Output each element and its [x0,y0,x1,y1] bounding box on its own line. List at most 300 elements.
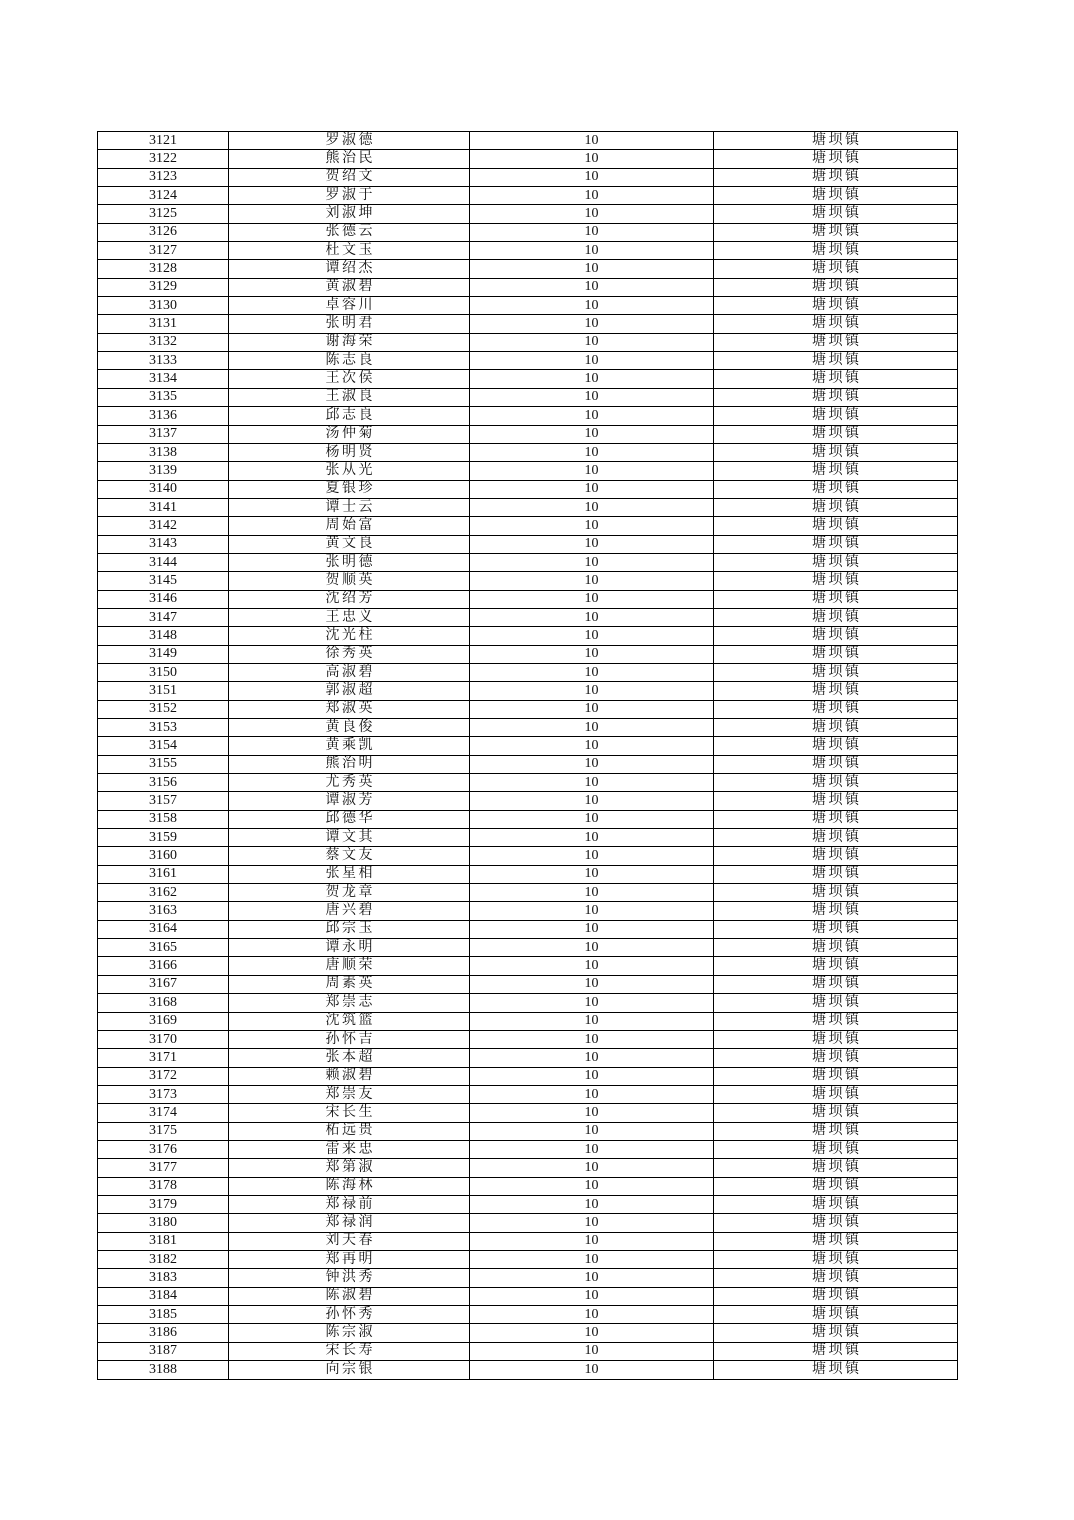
table-row [98,627,958,645]
cell-score: 10 [470,480,714,498]
cell-score: 10 [470,1104,714,1122]
cell-name: 黄乘凯 [229,737,470,755]
table-row [98,168,958,186]
table-row [98,1030,958,1048]
cell-id: 3142 [98,517,229,535]
cell-name: 周始富 [229,517,470,535]
cell-score: 10 [470,260,714,278]
cell-town: 塘坝镇 [714,1232,958,1250]
cell-id: 3124 [98,187,229,205]
table-row [98,902,958,920]
cell-name: 刘淑坤 [229,205,470,223]
table-row [98,810,958,828]
cell-score: 10 [470,1085,714,1103]
cell-score: 10 [470,884,714,902]
table-row [98,517,958,535]
cell-name: 黄淑碧 [229,278,470,296]
cell-score: 10 [470,719,714,737]
cell-town: 塘坝镇 [714,168,958,186]
table-row [98,132,958,150]
cell-id: 3121 [98,132,229,150]
table-row [98,920,958,938]
cell-score: 10 [470,315,714,333]
table-row [98,1012,958,1030]
cell-name: 谭士云 [229,498,470,516]
roster-table-body [98,132,958,1380]
table-row [98,1195,958,1213]
cell-name: 熊治民 [229,150,470,168]
cell-town: 塘坝镇 [714,407,958,425]
cell-name: 郑禄润 [229,1214,470,1232]
cell-score: 10 [470,1159,714,1177]
table-row [98,645,958,663]
cell-name: 邱志良 [229,407,470,425]
cell-name: 郑再明 [229,1250,470,1268]
cell-town: 塘坝镇 [714,242,958,260]
cell-score: 10 [470,1067,714,1085]
cell-name: 蔡文友 [229,847,470,865]
cell-town: 塘坝镇 [714,462,958,480]
table-row [98,242,958,260]
table-row [98,1306,958,1324]
cell-name: 黄良俊 [229,719,470,737]
cell-id: 3146 [98,590,229,608]
cell-id: 3155 [98,755,229,773]
table-row [98,278,958,296]
cell-score: 10 [470,388,714,406]
cell-id: 3180 [98,1214,229,1232]
cell-score: 10 [470,1214,714,1232]
cell-name: 郑崇友 [229,1085,470,1103]
cell-id: 3135 [98,388,229,406]
cell-town: 塘坝镇 [714,1030,958,1048]
cell-town: 塘坝镇 [714,443,958,461]
cell-id: 3132 [98,333,229,351]
cell-name: 陈海林 [229,1177,470,1195]
cell-id: 3137 [98,425,229,443]
cell-name: 陈志良 [229,352,470,370]
cell-id: 3158 [98,810,229,828]
cell-name: 王次侯 [229,370,470,388]
cell-town: 塘坝镇 [714,1159,958,1177]
cell-name: 熊治明 [229,755,470,773]
cell-id: 3144 [98,553,229,571]
cell-town: 塘坝镇 [714,1342,958,1360]
cell-score: 10 [470,425,714,443]
cell-id: 3178 [98,1177,229,1195]
table-row [98,425,958,443]
cell-id: 3148 [98,627,229,645]
cell-name: 谭淑芳 [229,792,470,810]
cell-score: 10 [470,535,714,553]
table-row [98,333,958,351]
cell-town: 塘坝镇 [714,719,958,737]
cell-id: 3138 [98,443,229,461]
cell-score: 10 [470,553,714,571]
cell-name: 卓容川 [229,297,470,315]
cell-name: 罗淑于 [229,187,470,205]
table-row [98,223,958,241]
table-row [98,1250,958,1268]
cell-town: 塘坝镇 [714,645,958,663]
cell-id: 3174 [98,1104,229,1122]
cell-id: 3185 [98,1306,229,1324]
cell-id: 3172 [98,1067,229,1085]
table-row [98,608,958,626]
cell-id: 3171 [98,1049,229,1067]
table-row [98,1287,958,1305]
cell-id: 3175 [98,1122,229,1140]
cell-name: 张德云 [229,223,470,241]
table-row [98,352,958,370]
cell-town: 塘坝镇 [714,774,958,792]
cell-name: 杨明贤 [229,443,470,461]
table-row [98,1067,958,1085]
cell-town: 塘坝镇 [714,205,958,223]
cell-score: 10 [470,682,714,700]
cell-id: 3162 [98,884,229,902]
cell-id: 3130 [98,297,229,315]
cell-score: 10 [470,223,714,241]
cell-town: 塘坝镇 [714,1049,958,1067]
cell-town: 塘坝镇 [714,994,958,1012]
cell-id: 3129 [98,278,229,296]
cell-name: 谭绍杰 [229,260,470,278]
cell-score: 10 [470,370,714,388]
cell-name: 谭永明 [229,939,470,957]
cell-score: 10 [470,1122,714,1140]
cell-score: 10 [470,957,714,975]
cell-name: 孙怀秀 [229,1306,470,1324]
cell-town: 塘坝镇 [714,517,958,535]
table-row [98,590,958,608]
cell-town: 塘坝镇 [714,700,958,718]
cell-id: 3183 [98,1269,229,1287]
cell-id: 3150 [98,663,229,681]
cell-id: 3136 [98,407,229,425]
cell-town: 塘坝镇 [714,755,958,773]
cell-score: 10 [470,847,714,865]
cell-id: 3134 [98,370,229,388]
cell-id: 3161 [98,865,229,883]
cell-name: 陈宗淑 [229,1324,470,1342]
cell-id: 3149 [98,645,229,663]
cell-town: 塘坝镇 [714,939,958,957]
table-row [98,297,958,315]
table-row [98,1214,958,1232]
table-row [98,682,958,700]
cell-score: 10 [470,608,714,626]
cell-score: 10 [470,242,714,260]
cell-id: 3159 [98,829,229,847]
cell-town: 塘坝镇 [714,829,958,847]
cell-town: 塘坝镇 [714,590,958,608]
table-row [98,1269,958,1287]
cell-name: 孙怀吉 [229,1030,470,1048]
cell-name: 郑淑英 [229,700,470,718]
cell-name: 张星相 [229,865,470,883]
cell-name: 唐兴碧 [229,902,470,920]
cell-name: 汤仲菊 [229,425,470,443]
cell-score: 10 [470,297,714,315]
cell-name: 邱宗玉 [229,920,470,938]
cell-town: 塘坝镇 [714,1012,958,1030]
table-row [98,260,958,278]
cell-score: 10 [470,645,714,663]
cell-name: 杜文玉 [229,242,470,260]
cell-town: 塘坝镇 [714,1140,958,1158]
cell-score: 10 [470,132,714,150]
cell-town: 塘坝镇 [714,352,958,370]
cell-town: 塘坝镇 [714,737,958,755]
cell-name: 宋长生 [229,1104,470,1122]
cell-name: 王忠义 [229,608,470,626]
cell-town: 塘坝镇 [714,792,958,810]
roster-table [97,131,958,1380]
cell-score: 10 [470,1195,714,1213]
cell-town: 塘坝镇 [714,223,958,241]
cell-town: 塘坝镇 [714,1195,958,1213]
table-row [98,1324,958,1342]
cell-score: 10 [470,939,714,957]
cell-id: 3176 [98,1140,229,1158]
cell-town: 塘坝镇 [714,1306,958,1324]
table-row [98,719,958,737]
cell-score: 10 [470,865,714,883]
table-row [98,1342,958,1360]
cell-score: 10 [470,829,714,847]
cell-id: 3127 [98,242,229,260]
table-row [98,957,958,975]
cell-id: 3170 [98,1030,229,1048]
cell-town: 塘坝镇 [714,682,958,700]
cell-name: 贺龙章 [229,884,470,902]
cell-town: 塘坝镇 [714,1287,958,1305]
cell-score: 10 [470,975,714,993]
cell-score: 10 [470,517,714,535]
cell-id: 3133 [98,352,229,370]
cell-town: 塘坝镇 [714,425,958,443]
table-row [98,1049,958,1067]
cell-town: 塘坝镇 [714,663,958,681]
table-row [98,535,958,553]
cell-town: 塘坝镇 [714,572,958,590]
cell-town: 塘坝镇 [714,810,958,828]
table-row [98,498,958,516]
cell-town: 塘坝镇 [714,278,958,296]
cell-id: 3181 [98,1232,229,1250]
cell-name: 贺绍文 [229,168,470,186]
cell-name: 张从光 [229,462,470,480]
cell-id: 3143 [98,535,229,553]
cell-score: 10 [470,1324,714,1342]
cell-name: 宋长寿 [229,1342,470,1360]
cell-name: 黄文良 [229,535,470,553]
cell-name: 郭淑超 [229,682,470,700]
cell-score: 10 [470,1269,714,1287]
cell-score: 10 [470,187,714,205]
cell-id: 3163 [98,902,229,920]
table-row [98,792,958,810]
cell-name: 谭文其 [229,829,470,847]
cell-id: 3188 [98,1361,229,1380]
cell-id: 3154 [98,737,229,755]
cell-score: 10 [470,920,714,938]
cell-name: 雷来忠 [229,1140,470,1158]
cell-score: 10 [470,352,714,370]
cell-town: 塘坝镇 [714,1122,958,1140]
cell-id: 3160 [98,847,229,865]
cell-town: 塘坝镇 [714,260,958,278]
cell-score: 10 [470,1012,714,1030]
cell-name: 张本超 [229,1049,470,1067]
cell-score: 10 [470,1030,714,1048]
cell-score: 10 [470,1177,714,1195]
cell-score: 10 [470,498,714,516]
cell-town: 塘坝镇 [714,535,958,553]
cell-name: 陈淑碧 [229,1287,470,1305]
cell-id: 3179 [98,1195,229,1213]
cell-name: 周素英 [229,975,470,993]
cell-name: 柘远贵 [229,1122,470,1140]
cell-town: 塘坝镇 [714,847,958,865]
cell-id: 3147 [98,608,229,626]
cell-id: 3177 [98,1159,229,1177]
cell-name: 刘天春 [229,1232,470,1250]
cell-town: 塘坝镇 [714,902,958,920]
cell-id: 3151 [98,682,229,700]
cell-id: 3145 [98,572,229,590]
table-row [98,553,958,571]
cell-id: 3128 [98,260,229,278]
cell-score: 10 [470,663,714,681]
table-row [98,737,958,755]
cell-score: 10 [470,572,714,590]
cell-id: 3182 [98,1250,229,1268]
cell-town: 塘坝镇 [714,150,958,168]
cell-town: 塘坝镇 [714,1085,958,1103]
cell-town: 塘坝镇 [714,1361,958,1380]
cell-town: 塘坝镇 [714,1250,958,1268]
cell-id: 3167 [98,975,229,993]
table-row [98,388,958,406]
cell-id: 3152 [98,700,229,718]
cell-name: 钟洪秀 [229,1269,470,1287]
cell-town: 塘坝镇 [714,315,958,333]
cell-name: 张明君 [229,315,470,333]
cell-name: 郑崇志 [229,994,470,1012]
cell-id: 3139 [98,462,229,480]
cell-name: 谢海荣 [229,333,470,351]
cell-score: 10 [470,1250,714,1268]
cell-name: 沈绍芳 [229,590,470,608]
cell-score: 10 [470,994,714,1012]
cell-town: 塘坝镇 [714,333,958,351]
cell-name: 王淑良 [229,388,470,406]
cell-name: 向宗银 [229,1361,470,1380]
cell-town: 塘坝镇 [714,553,958,571]
table-row [98,755,958,773]
cell-score: 10 [470,1306,714,1324]
cell-score: 10 [470,168,714,186]
cell-score: 10 [470,700,714,718]
table-row [98,315,958,333]
cell-score: 10 [470,407,714,425]
cell-name: 张明德 [229,553,470,571]
cell-town: 塘坝镇 [714,1214,958,1232]
table-row [98,1122,958,1140]
table-row [98,1361,958,1380]
cell-id: 3156 [98,774,229,792]
table-row [98,1085,958,1103]
table-row [98,1177,958,1195]
cell-name: 尤秀英 [229,774,470,792]
cell-id: 3186 [98,1324,229,1342]
cell-id: 3164 [98,920,229,938]
cell-id: 3187 [98,1342,229,1360]
cell-score: 10 [470,150,714,168]
cell-score: 10 [470,627,714,645]
cell-score: 10 [470,590,714,608]
table-row [98,847,958,865]
table-row [98,884,958,902]
cell-town: 塘坝镇 [714,297,958,315]
cell-score: 10 [470,443,714,461]
cell-id: 3169 [98,1012,229,1030]
cell-name: 唐顺荣 [229,957,470,975]
table-row [98,700,958,718]
table-row [98,774,958,792]
table-row [98,480,958,498]
cell-id: 3141 [98,498,229,516]
cell-town: 塘坝镇 [714,920,958,938]
cell-town: 塘坝镇 [714,608,958,626]
cell-town: 塘坝镇 [714,1269,958,1287]
cell-id: 3122 [98,150,229,168]
table-row [98,205,958,223]
cell-town: 塘坝镇 [714,627,958,645]
cell-id: 3166 [98,957,229,975]
table-row [98,443,958,461]
cell-town: 塘坝镇 [714,132,958,150]
table-row [98,187,958,205]
cell-name: 夏银珍 [229,480,470,498]
cell-score: 10 [470,205,714,223]
cell-id: 3173 [98,1085,229,1103]
cell-name: 赖淑碧 [229,1067,470,1085]
cell-town: 塘坝镇 [714,1177,958,1195]
cell-score: 10 [470,1049,714,1067]
cell-town: 塘坝镇 [714,480,958,498]
cell-score: 10 [470,1140,714,1158]
cell-score: 10 [470,462,714,480]
table-row [98,865,958,883]
table-row [98,1140,958,1158]
cell-score: 10 [470,810,714,828]
table-row [98,1232,958,1250]
cell-name: 郑第淑 [229,1159,470,1177]
cell-score: 10 [470,902,714,920]
table-row [98,1159,958,1177]
cell-id: 3168 [98,994,229,1012]
cell-name: 沈筑篮 [229,1012,470,1030]
table-row [98,939,958,957]
cell-score: 10 [470,737,714,755]
cell-town: 塘坝镇 [714,388,958,406]
cell-id: 3157 [98,792,229,810]
cell-name: 徐秀英 [229,645,470,663]
table-row [98,407,958,425]
